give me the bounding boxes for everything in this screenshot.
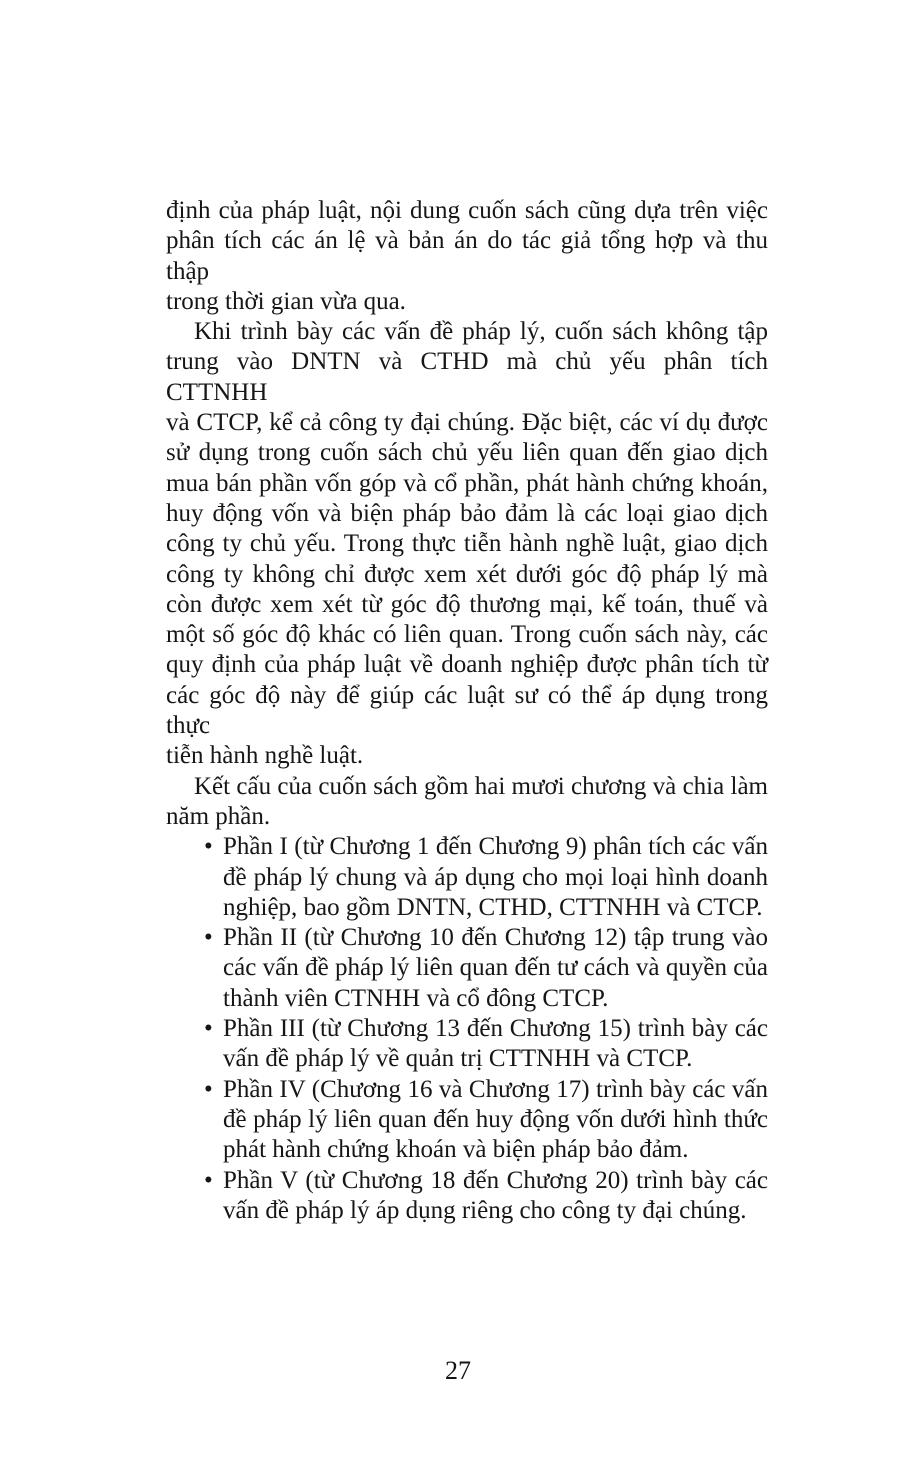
page-number: 27 xyxy=(445,1356,471,1385)
text-line: đề pháp lý liên quan đến huy động vốn dưới hình thức xyxy=(223,1105,768,1133)
paragraph xyxy=(166,317,768,771)
text-line: sử dụng trong cuốn sách chủ yếu liên quan đến giao dịch xyxy=(166,439,768,467)
text-line: định của pháp luật, nội dung cuốn sách cũng dựa trên việc xyxy=(166,197,768,224)
text-line: đề pháp lý chung và áp dụng cho mọi loại hình doanh xyxy=(223,863,768,891)
text-block xyxy=(166,196,768,1226)
text-line: Phần II (từ Chương 10 đến Chương 12) tập trung vào xyxy=(223,924,768,952)
text-line: Kết cấu của cuốn sách gồm hai mươi chương và chia làm xyxy=(194,772,768,800)
text-line: phân tích các án lệ và bản án do tác giả tổng hợp và thu thập xyxy=(166,227,768,285)
bullet-item xyxy=(166,1014,768,1075)
bullet-marker-icon: • xyxy=(204,1075,213,1103)
paragraph xyxy=(166,196,768,317)
bullet-marker-icon: • xyxy=(204,1015,213,1043)
bullet-marker-icon: • xyxy=(204,1166,213,1194)
text-line: vấn đề pháp lý áp dụng riêng cho công ty đại chúng. xyxy=(223,1196,747,1224)
text-line: các vấn đề pháp lý liên quan đến tư cách và quyền của xyxy=(223,954,768,982)
text-line: mua bán phần vốn góp và cổ phần, phát hành chứng khoán, xyxy=(166,469,768,497)
text-line: thành viên CTNHH và cổ đông CTCP. xyxy=(223,984,609,1012)
text-line: Phần I (từ Chương 1 đến Chương 9) phân tích các vấn xyxy=(223,833,768,861)
bullet-item xyxy=(166,1075,768,1166)
text-line: Phần III (từ Chương 13 đến Chương 15) trình bày các xyxy=(223,1015,768,1043)
bullet-marker-icon: • xyxy=(204,924,213,952)
bullet-marker-icon: • xyxy=(204,833,213,861)
bullet-item xyxy=(166,923,768,1014)
text-line: trong thời gian vừa qua. xyxy=(166,287,406,315)
text-line: trung vào DNTN và CTHD mà chủ yếu phân tích CTTNHH xyxy=(166,348,768,406)
text-line: còn được xem xét từ góc độ thương mại, kế toán, thuế và xyxy=(166,590,768,618)
text-line: một số góc độ khác có liên quan. Trong cuốn sách này, các xyxy=(166,621,768,649)
text-line: các góc độ này để giúp các luật sư có thể áp dụng trong thực xyxy=(166,681,768,740)
text-line: vấn đề pháp lý về quản trị CTTNHH và CTCP. xyxy=(223,1045,693,1073)
text-line: năm phần. xyxy=(166,802,271,830)
text-line: Phần IV (Chương 16 và Chương 17) trình bày các vấn xyxy=(223,1075,768,1103)
text-line: công ty chủ yếu. Trong thực tiễn hành nghề luật, giao dịch xyxy=(166,530,768,558)
text-line: Phần V (từ Chương 18 đến Chương 20) trình bày các xyxy=(223,1166,768,1194)
text-line: Khi trình bày các vấn đề pháp lý, cuốn sách không tập xyxy=(194,318,768,346)
bullet-item xyxy=(166,1166,768,1227)
text-line: công ty không chỉ được xem xét dưới góc độ pháp lý mà xyxy=(166,560,768,588)
text-line: quy định của pháp luật về doanh nghiệp được phân tích từ xyxy=(166,651,768,679)
text-line: tiễn hành nghề luật. xyxy=(166,742,364,770)
text-line: phát hành chứng khoán và biện pháp bảo đảm. xyxy=(223,1136,689,1164)
text-line: nghiệp, bao gồm DNTN, CTHD, CTTNHH và CTCP. xyxy=(223,893,763,921)
text-line: và CTCP, kể cả công ty đại chúng. Đặc biệt, các ví dụ được xyxy=(166,409,768,437)
paragraph xyxy=(166,772,768,833)
bullet-item xyxy=(166,832,768,923)
text-line: huy động vốn và biện pháp bảo đảm là các loại giao dịch xyxy=(166,499,768,527)
